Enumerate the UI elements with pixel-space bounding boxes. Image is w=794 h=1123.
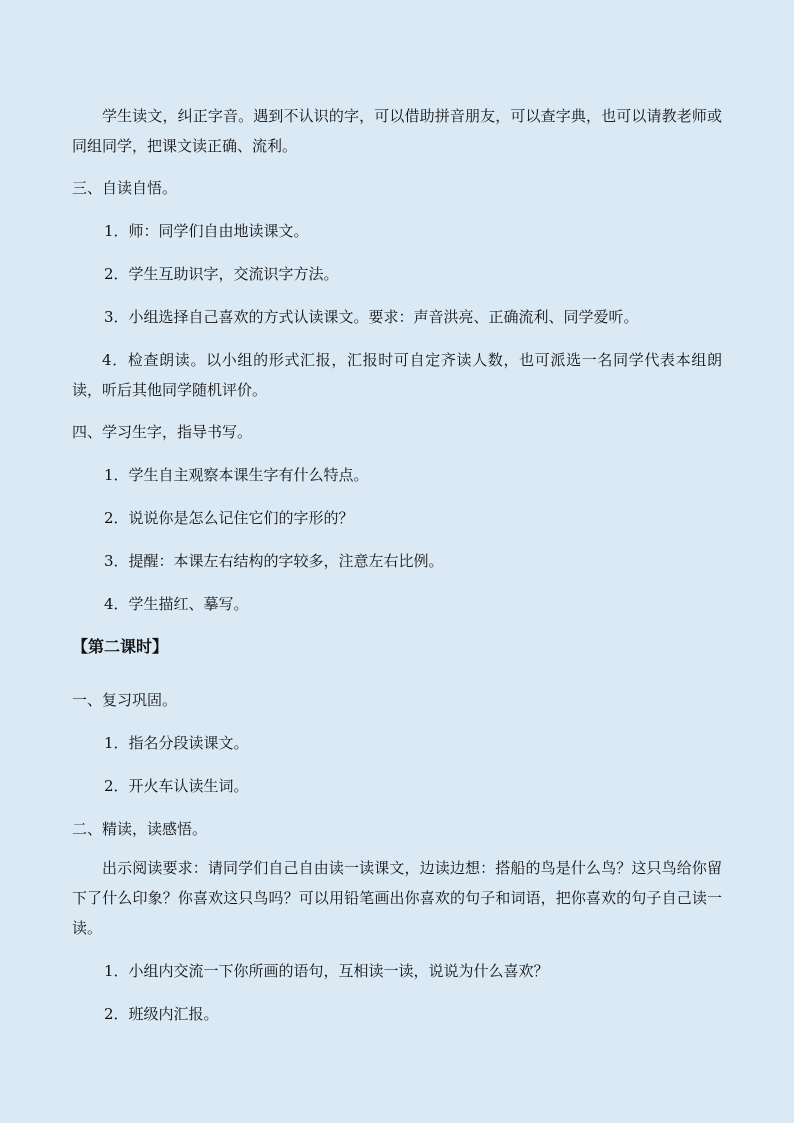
heading-section-4: 四、学习生字，指导书写。 (72, 423, 253, 441)
list-item: 1．学生自主观察本课生字有什么特点。 (104, 466, 369, 484)
list-item: 2．说说你是怎么记住它们的字形的？ (104, 509, 354, 527)
heading-section-1: 一、复习巩固。 (72, 691, 178, 709)
list-item: 3．小组选择自己喜欢的方式认读课文。要求：声音洪亮、正确流利、同学爱听。 (104, 308, 639, 326)
list-item: 1．师：同学们自由地读课文。 (104, 222, 309, 240)
list-item: 1．指名分段读课文。 (104, 734, 249, 752)
paragraph-read-text: 学生读文，纠正字音。遇到不认识的字，可以借助拼音朋友，可以查字典，也可以请教老师或同组同学，把课文读正确、流利。 (72, 107, 722, 155)
list-item: 2．开火车认读生词。 (104, 777, 249, 795)
paragraph-reading-requirements: 出示阅读要求：请同学们自己自由读一读课文，边读边想：搭船的鸟是什么鸟？这只鸟给你留下了什么印象？你喜欢这只鸟吗？可以用铅笔画出你喜欢的句子和词语，把你喜欢的句子自己读一读。 (72, 859, 722, 937)
list-item: 2．学生互助识字，交流识字方法。 (104, 265, 339, 283)
list-item: 4．学生描红、摹写。 (104, 595, 249, 613)
heading-section-2: 二、精读，读感悟。 (72, 820, 208, 838)
heading-section-3: 三、自读自悟。 (72, 179, 178, 197)
list-item: 1．小组内交流一下你所画的语句，互相读一读，说说为什么喜欢？ (104, 962, 549, 980)
list-item-long: 4．检查朗读。以小组的形式汇报，汇报时可自定齐读人数，也可派选一名同学代表本组朗读，听后其他同学随机评价。 (72, 351, 722, 399)
lesson-heading: 【第二课时】 (72, 637, 169, 656)
list-item: 3．提醒：本课左右结构的字较多，注意左右比例。 (104, 552, 444, 570)
list-item: 2．班级内汇报。 (104, 1005, 219, 1023)
